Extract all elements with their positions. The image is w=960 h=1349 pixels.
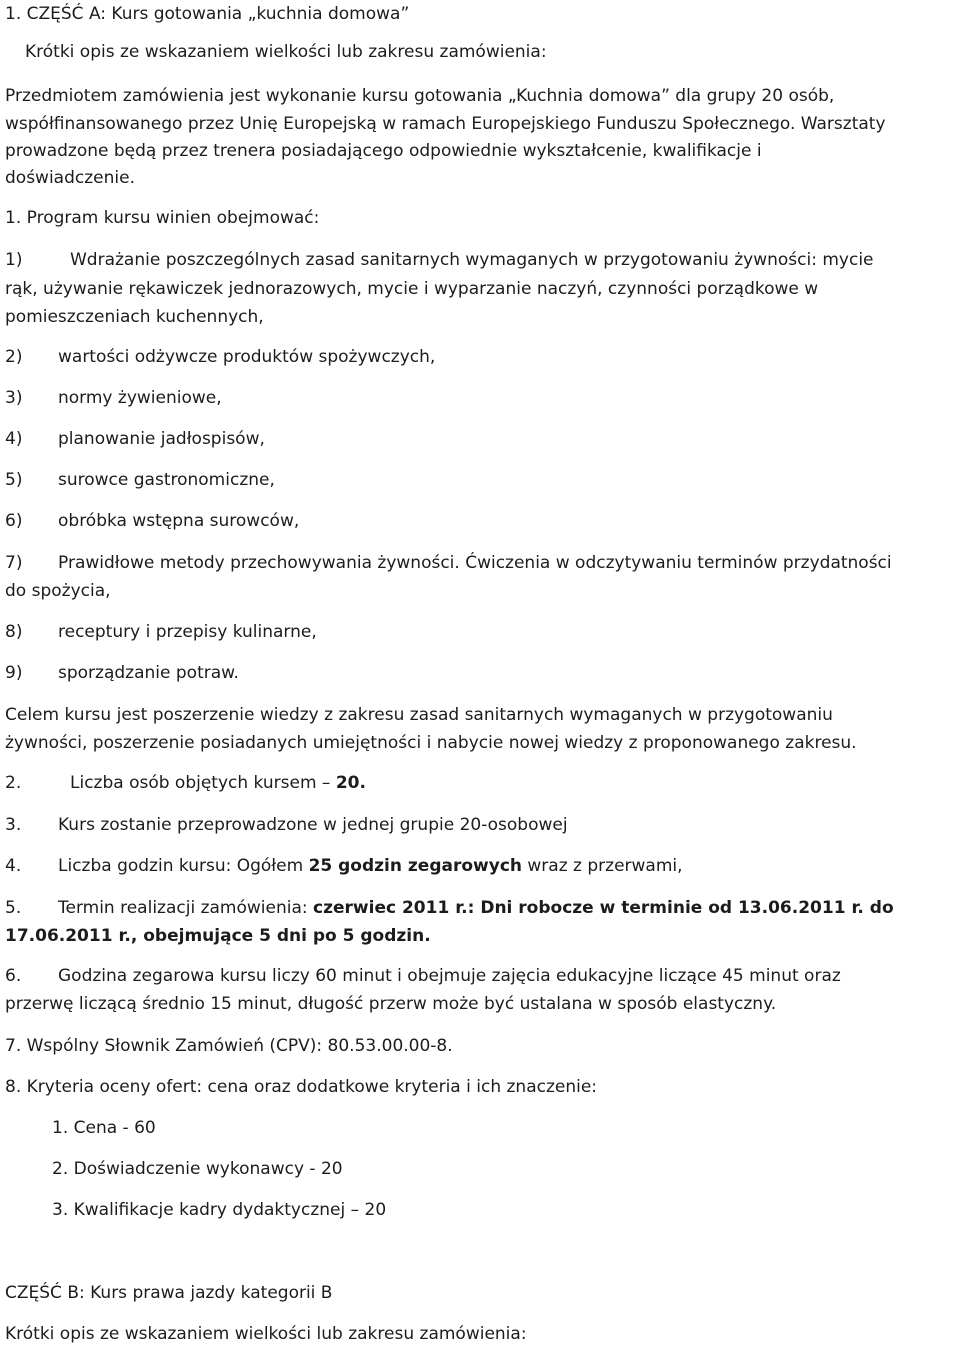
item-text: obróbka wstępna surowców, <box>58 511 300 531</box>
program-item-3 <box>5 384 222 412</box>
point-number: 4. <box>5 856 22 876</box>
item-text: planowanie jadłospisów, <box>58 429 265 449</box>
point-3 <box>5 811 568 839</box>
item-number: 5) <box>5 470 23 490</box>
item-number: 2) <box>5 347 23 367</box>
criteria-item: 1. Cena - 60 <box>52 1118 156 1138</box>
item-number: 1) <box>5 250 23 270</box>
program-item-8 <box>5 618 317 646</box>
point-number: 3. <box>5 815 22 835</box>
program-item-6 <box>5 507 299 535</box>
goal-line: żywności, poszerzenie posiadanych umiejętności i nabycie nowej wiedzy z proponowanego zakresu. <box>5 733 857 753</box>
intro-line: doświadczenie. <box>5 168 135 188</box>
program-item-1-continued: rąk, używanie rękawiczek jednorazowych, mycie i wyparzanie naczyń, czynności porządkowe w <box>5 279 819 299</box>
point-number: 6. <box>5 966 22 986</box>
item-number: 4) <box>5 429 23 449</box>
point-2 <box>5 769 366 797</box>
point-text: Godzina zegarowa kursu liczy 60 minut i obejmuje zajęcia edukacyjne liczące 45 minut oraz <box>58 966 841 986</box>
point-tail: wraz z przerwami, <box>522 856 683 876</box>
program-item-7-continued: do spożycia, <box>5 581 111 601</box>
program-item-4 <box>5 425 265 453</box>
point-5 <box>5 894 894 922</box>
part-b-heading: CZĘŚĆ B: Kurs prawa jazdy kategorii B <box>5 1283 333 1303</box>
item-text: Wdrażanie poszczególnych zasad sanitarnych wymaganych w przygotowaniu żywności: mycie <box>70 250 874 270</box>
point-7: 7. Wspólny Słownik Zamówień (CPV): 80.53.00.00-8. <box>5 1036 453 1056</box>
point-text: Liczba godzin kursu: Ogółem <box>58 856 309 876</box>
item-text: normy żywieniowe, <box>58 388 222 408</box>
criteria-item: 2. Doświadczenie wykonawcy - 20 <box>52 1159 343 1179</box>
intro-line: współfinansowanego przez Unię Europejską w ramach Europejskiego Funduszu Społecznego. Warsztaty <box>5 114 886 134</box>
program-item-2 <box>5 343 435 371</box>
point-text: Termin realizacji zamówienia: <box>58 898 314 918</box>
program-item-1-continued: pomieszczeniach kuchennych, <box>5 307 264 327</box>
program-item-1 <box>5 246 874 274</box>
part-a-short-desc-label: Krótki opis ze wskazaniem wielkości lub zakresu zamówienia: <box>25 42 547 62</box>
point-number: 5. <box>5 898 22 918</box>
point-number: 2. <box>5 773 22 793</box>
criteria-item: 3. Kwalifikacje kadry dydaktycznej – 20 <box>52 1200 387 1220</box>
program-item-9 <box>5 659 239 687</box>
point-value: 20. <box>335 773 366 793</box>
point-6 <box>5 962 841 990</box>
point-5-continued: 17.06.2011 r., obejmujące 5 dni po 5 godzin. <box>5 926 431 946</box>
program-item-7 <box>5 549 892 577</box>
item-number: 9) <box>5 663 23 683</box>
item-text: Prawidłowe metody przechowywania żywności. Ćwiczenia w odczytywaniu terminów przydatności <box>58 553 892 573</box>
point-4 <box>5 852 683 880</box>
point-text: Kurs zostanie przeprowadzone w jednej grupie 20-osobowej <box>58 815 568 835</box>
item-number: 7) <box>5 553 23 573</box>
item-text: sporządzanie potraw. <box>58 663 239 683</box>
item-number: 6) <box>5 511 23 531</box>
part-b-short-desc-label: Krótki opis ze wskazaniem wielkości lub zakresu zamówienia: <box>5 1324 527 1344</box>
program-heading: 1. Program kursu winien obejmować: <box>5 208 320 228</box>
item-text: surowce gastronomiczne, <box>58 470 275 490</box>
point-6-continued: przerwę liczącą średnio 15 minut, długość przerw może być ustalana w sposób elastyczny. <box>5 994 777 1014</box>
intro-line: prowadzone będą przez trenera posiadającego odpowiednie wykształcenie, kwalifikacje i <box>5 141 762 161</box>
part-a-heading: 1. CZĘŚĆ A: Kurs gotowania „kuchnia domowa” <box>5 4 410 24</box>
item-text: receptury i przepisy kulinarne, <box>58 622 317 642</box>
point-value: 25 godzin zegarowych <box>308 856 522 876</box>
item-number: 3) <box>5 388 23 408</box>
item-number: 8) <box>5 622 23 642</box>
point-8: 8. Kryteria oceny ofert: cena oraz dodatkowe kryteria i ich znaczenie: <box>5 1077 598 1097</box>
item-text: wartości odżywcze produktów spożywczych, <box>58 347 436 367</box>
intro-line: Przedmiotem zamówienia jest wykonanie kursu gotowania „Kuchnia domowa” dla grupy 20 osób, <box>5 86 835 106</box>
point-value: czerwiec 2011 r.: Dni robocze w terminie od 13.06.2011 r. do <box>313 898 894 918</box>
goal-line: Celem kursu jest poszerzenie wiedzy z zakresu zasad sanitarnych wymaganych w przygotowaniu <box>5 705 833 725</box>
program-item-5 <box>5 466 275 494</box>
point-text: Liczba osób objętych kursem – <box>70 773 336 793</box>
